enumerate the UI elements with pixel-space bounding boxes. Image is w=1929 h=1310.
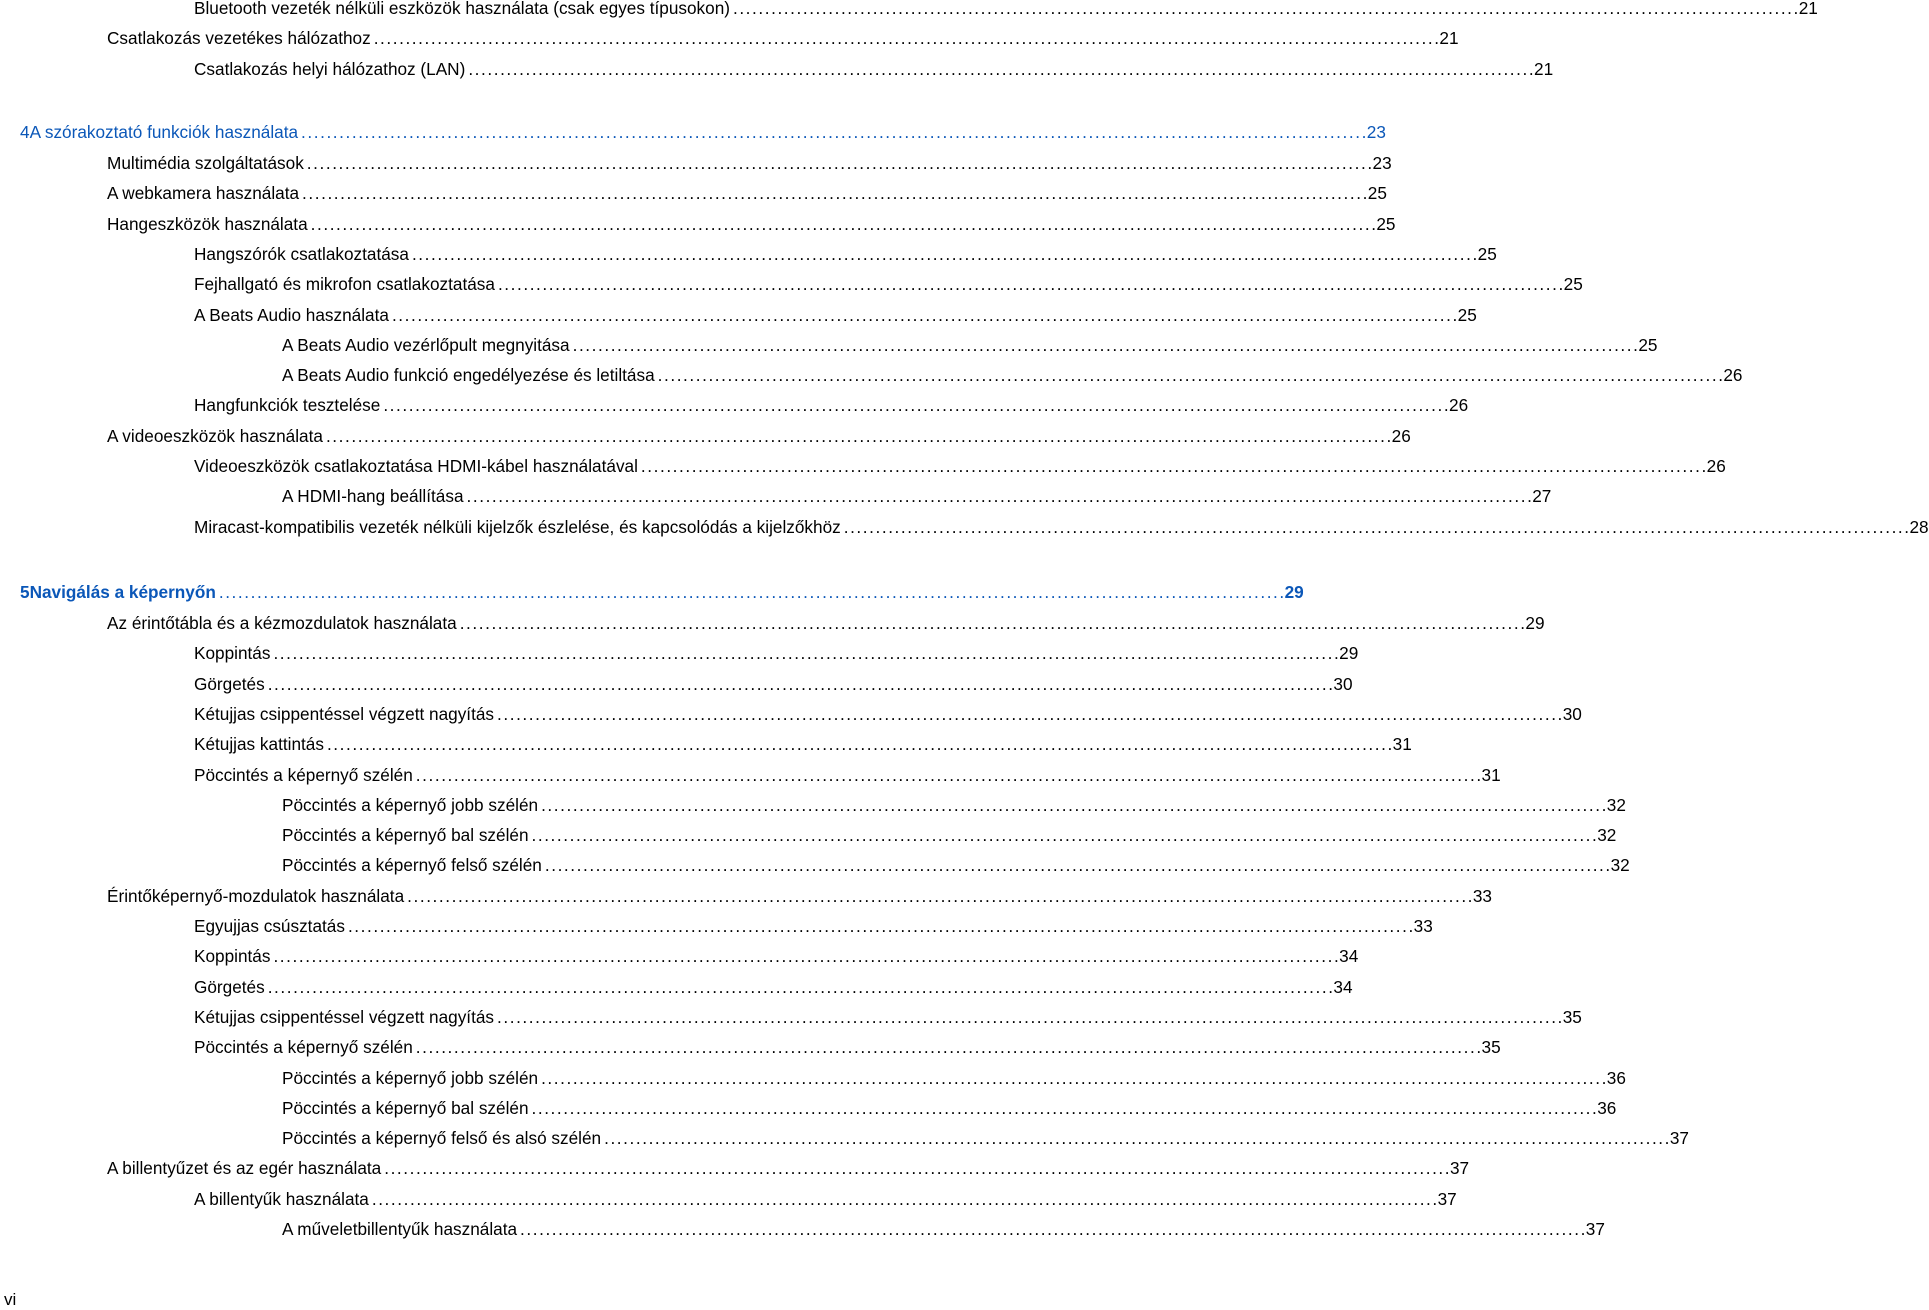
dot-leader [541, 1066, 1605, 1090]
toc-chapter-entry[interactable] [0, 120, 1386, 144]
toc-page-number: 26 [1449, 395, 1469, 415]
toc-entry[interactable] [0, 515, 1929, 539]
dot-leader [348, 914, 1412, 938]
toc-entry[interactable] [0, 732, 1412, 756]
dot-leader [273, 944, 1337, 968]
dot-leader [307, 151, 1371, 175]
toc-entry-title: A HDMI-hang beállítása [282, 486, 464, 506]
toc-page-number: 30 [1562, 704, 1582, 724]
toc-page-number: 31 [1392, 734, 1412, 754]
dot-leader [520, 1217, 1584, 1241]
toc-entry[interactable] [0, 1217, 1605, 1241]
toc-entry-title: Csatlakozás vezetékes hálózathoz [107, 28, 371, 48]
toc-entry[interactable] [0, 484, 1552, 508]
toc-entry-title: Egyujjas csúsztatás [194, 916, 345, 936]
toc-entry[interactable] [0, 853, 1630, 877]
toc-entry-title: A Beats Audio használata [194, 305, 389, 325]
toc-entry[interactable] [0, 1156, 1470, 1180]
toc-entry-title: Pöccintés a képernyő szélén [194, 765, 413, 785]
toc-page-number: 32 [1597, 825, 1617, 845]
toc-entry-title: Hangeszközök használata [107, 214, 308, 234]
toc-page-number: 25 [1563, 274, 1583, 294]
dot-leader [311, 212, 1375, 236]
toc-entry[interactable] [0, 641, 1359, 665]
toc-entry[interactable] [0, 272, 1583, 296]
toc-page-number: 34 [1333, 977, 1353, 997]
toc-entry[interactable] [0, 1126, 1689, 1150]
dot-leader [384, 1156, 1448, 1180]
dot-leader [460, 611, 1524, 635]
toc-entry-title: Kétujjas csippentéssel végzett nagyítás [194, 704, 495, 724]
dot-leader [468, 57, 1532, 81]
toc-entry-title: Hangszórók csatlakoztatása [194, 244, 409, 264]
toc-chapter-entry[interactable] [0, 580, 1304, 604]
toc-entry[interactable] [0, 1066, 1626, 1090]
toc-page-number: 36 [1606, 1068, 1626, 1088]
toc-entry[interactable] [0, 424, 1411, 448]
dot-leader [844, 515, 1908, 539]
toc-entry[interactable] [0, 1005, 1582, 1029]
toc-entry[interactable] [0, 151, 1392, 175]
toc-page-number: 23 [1372, 153, 1392, 173]
toc-entry-title: Pöccintés a képernyő jobb szélén [282, 1068, 539, 1088]
toc-entry-title: A billentyűk használata [194, 1189, 369, 1209]
toc-entry[interactable] [0, 26, 1459, 50]
toc-entry[interactable] [0, 944, 1359, 968]
toc-entry[interactable] [0, 181, 1387, 205]
dot-leader [412, 242, 1476, 266]
toc-entry-title: A videoeszközök használata [107, 426, 323, 446]
toc-entry[interactable] [0, 1187, 1457, 1211]
toc-entry[interactable] [0, 763, 1501, 787]
toc-page-number: 29 [1525, 613, 1545, 633]
dot-leader [641, 454, 1705, 478]
dot-leader [416, 763, 1480, 787]
toc-page-number: 31 [1481, 765, 1501, 785]
toc-entry[interactable] [0, 1035, 1501, 1059]
toc-page-number: 28 [1909, 517, 1929, 537]
toc-entry-title: Pöccintés a képernyő felső szélén [282, 855, 542, 875]
toc-page-number: 21 [1439, 28, 1459, 48]
toc-page-number: 37 [1669, 1128, 1689, 1148]
toc-entry[interactable] [0, 611, 1545, 635]
toc-entry-title: A Beats Audio vezérlőpult megnyitása [282, 335, 570, 355]
dot-leader [327, 732, 1391, 756]
toc-entry-title: Koppintás [194, 643, 271, 663]
toc-page-number: 21 [1798, 0, 1818, 18]
toc-page-number: 37 [1585, 1219, 1605, 1239]
toc-page-number: 33 [1413, 916, 1433, 936]
toc-entry[interactable] [0, 212, 1396, 236]
toc-entry-title: Pöccintés a képernyő bal szélén [282, 825, 529, 845]
toc-entry-title: Navigálás a képernyőn [29, 582, 216, 602]
toc-entry[interactable] [0, 363, 1743, 387]
toc-entry[interactable] [0, 0, 1818, 20]
toc-entry-title: Bluetooth vezeték nélküli eszközök használata (csak egyes típusokon) [194, 0, 730, 18]
dot-leader [532, 823, 1596, 847]
toc-page-number: 26 [1723, 365, 1743, 385]
toc-entry[interactable] [0, 793, 1626, 817]
dot-leader [604, 1126, 1668, 1150]
toc-page-number: 33 [1472, 886, 1492, 906]
dot-leader [467, 484, 1531, 508]
toc-entry-title: Hangfunkciók tesztelése [194, 395, 381, 415]
toc-page-number: 34 [1339, 946, 1359, 966]
dot-leader [497, 702, 1561, 726]
toc-page-number: 26 [1391, 426, 1411, 446]
toc-entry[interactable] [0, 393, 1469, 417]
dot-leader [372, 1187, 1436, 1211]
toc-page-number: 35 [1481, 1037, 1501, 1057]
dot-leader [392, 303, 1456, 327]
toc-entry-title: A Beats Audio funkció engedélyezése és letiltása [282, 365, 655, 385]
toc-entry-title: Miracast-kompatibilis vezeték nélküli kijelzők észlelése, és kapcsolódás a kijelzőkhöz [194, 517, 841, 537]
toc-chapter-number: 4 [20, 122, 30, 142]
toc-entry-title: Fejhallgató és mikrofon csatlakoztatása [194, 274, 495, 294]
dot-leader [545, 853, 1609, 877]
toc-entry-title: Pöccintés a képernyő felső és alsó szélén [282, 1128, 602, 1148]
toc-entry-title: Videoeszközök csatlakoztatása HDMI-kábel használatával [194, 456, 638, 476]
toc-entry[interactable] [0, 884, 1492, 908]
toc-entry[interactable] [0, 303, 1477, 327]
toc-entry-title: Csatlakozás helyi hálózathoz (LAN) [194, 59, 466, 79]
toc-page-number: 21 [1534, 59, 1554, 79]
toc-entry-title: A műveletbillentyűk használata [282, 1219, 518, 1239]
toc-entry-title: Kétujjas csippentéssel végzett nagyítás [194, 1007, 495, 1027]
toc-entry-title: A billentyűzet és az egér használata [107, 1158, 382, 1178]
toc-entry-title: Pöccintés a képernyő bal szélén [282, 1098, 529, 1118]
toc-page-number: 37 [1437, 1189, 1457, 1209]
toc-entry[interactable] [0, 454, 1726, 478]
dot-leader [573, 333, 1637, 357]
toc-entry-title: Érintőképernyő-mozdulatok használata [107, 886, 405, 906]
dot-leader [407, 884, 1471, 908]
dot-leader [301, 120, 1365, 144]
toc-page-number: 25 [1638, 335, 1658, 355]
toc-page-number: 32 [1610, 855, 1630, 875]
toc-page-number: 29 [1284, 582, 1304, 602]
dot-leader [532, 1096, 1596, 1120]
toc-page-number: 25 [1477, 244, 1497, 264]
dot-leader [733, 0, 1797, 20]
toc-entry-title: Pöccintés a képernyő jobb szélén [282, 795, 539, 815]
toc-page-number: 32 [1606, 795, 1626, 815]
page-number: vi [4, 1290, 17, 1309]
toc-entry[interactable] [0, 1096, 1617, 1120]
dot-leader [497, 1005, 1561, 1029]
toc-page-number: 25 [1376, 214, 1396, 234]
dot-leader [268, 672, 1332, 696]
toc-entry-title: A szórakoztató funkciók használata [29, 122, 299, 142]
toc-page-number: 25 [1457, 305, 1477, 325]
dot-leader [541, 793, 1605, 817]
dot-leader [416, 1035, 1480, 1059]
dot-leader [658, 363, 1722, 387]
toc-entry[interactable] [0, 823, 1617, 847]
dot-leader [268, 975, 1332, 999]
toc-entry-title: Kétujjas kattintás [194, 734, 324, 754]
toc-entry[interactable] [0, 672, 1353, 696]
dot-leader [374, 26, 1438, 50]
toc-entry[interactable] [0, 702, 1582, 726]
toc-page-number: 25 [1367, 183, 1387, 203]
toc-entry[interactable] [0, 333, 1658, 357]
toc-page-number: 26 [1706, 456, 1726, 476]
toc-entry-title: Görgetés [194, 977, 265, 997]
toc-entry-title: Pöccintés a képernyő szélén [194, 1037, 413, 1057]
dot-leader [326, 424, 1390, 448]
toc-page-number: 37 [1449, 1158, 1470, 1178]
toc-page-number: 30 [1333, 674, 1353, 694]
toc-entry[interactable] [0, 975, 1353, 999]
dot-leader [383, 393, 1447, 417]
dot-leader [498, 272, 1562, 296]
dot-leader [302, 181, 1366, 205]
toc-chapter-number: 5 [20, 582, 30, 602]
toc-page-number: 35 [1562, 1007, 1582, 1027]
toc-entry-title: Görgetés [194, 674, 265, 694]
toc-page-number: 29 [1339, 643, 1359, 663]
toc-entry[interactable] [0, 57, 1554, 81]
toc-entry-title: Koppintás [194, 946, 271, 966]
toc-entry-title: Az érintőtábla és a kézmozdulatok használata [107, 613, 457, 633]
dot-leader [219, 580, 1283, 604]
dot-leader [273, 641, 1337, 665]
toc-page-number: 23 [1366, 122, 1386, 142]
toc-entry[interactable] [0, 914, 1433, 938]
toc-entry-title: A webkamera használata [107, 183, 300, 203]
toc-entry-title: Multimédia szolgáltatások [107, 153, 304, 173]
toc-page-number: 36 [1597, 1098, 1617, 1118]
toc-page-number: 27 [1532, 486, 1552, 506]
toc-entry[interactable] [0, 242, 1497, 266]
